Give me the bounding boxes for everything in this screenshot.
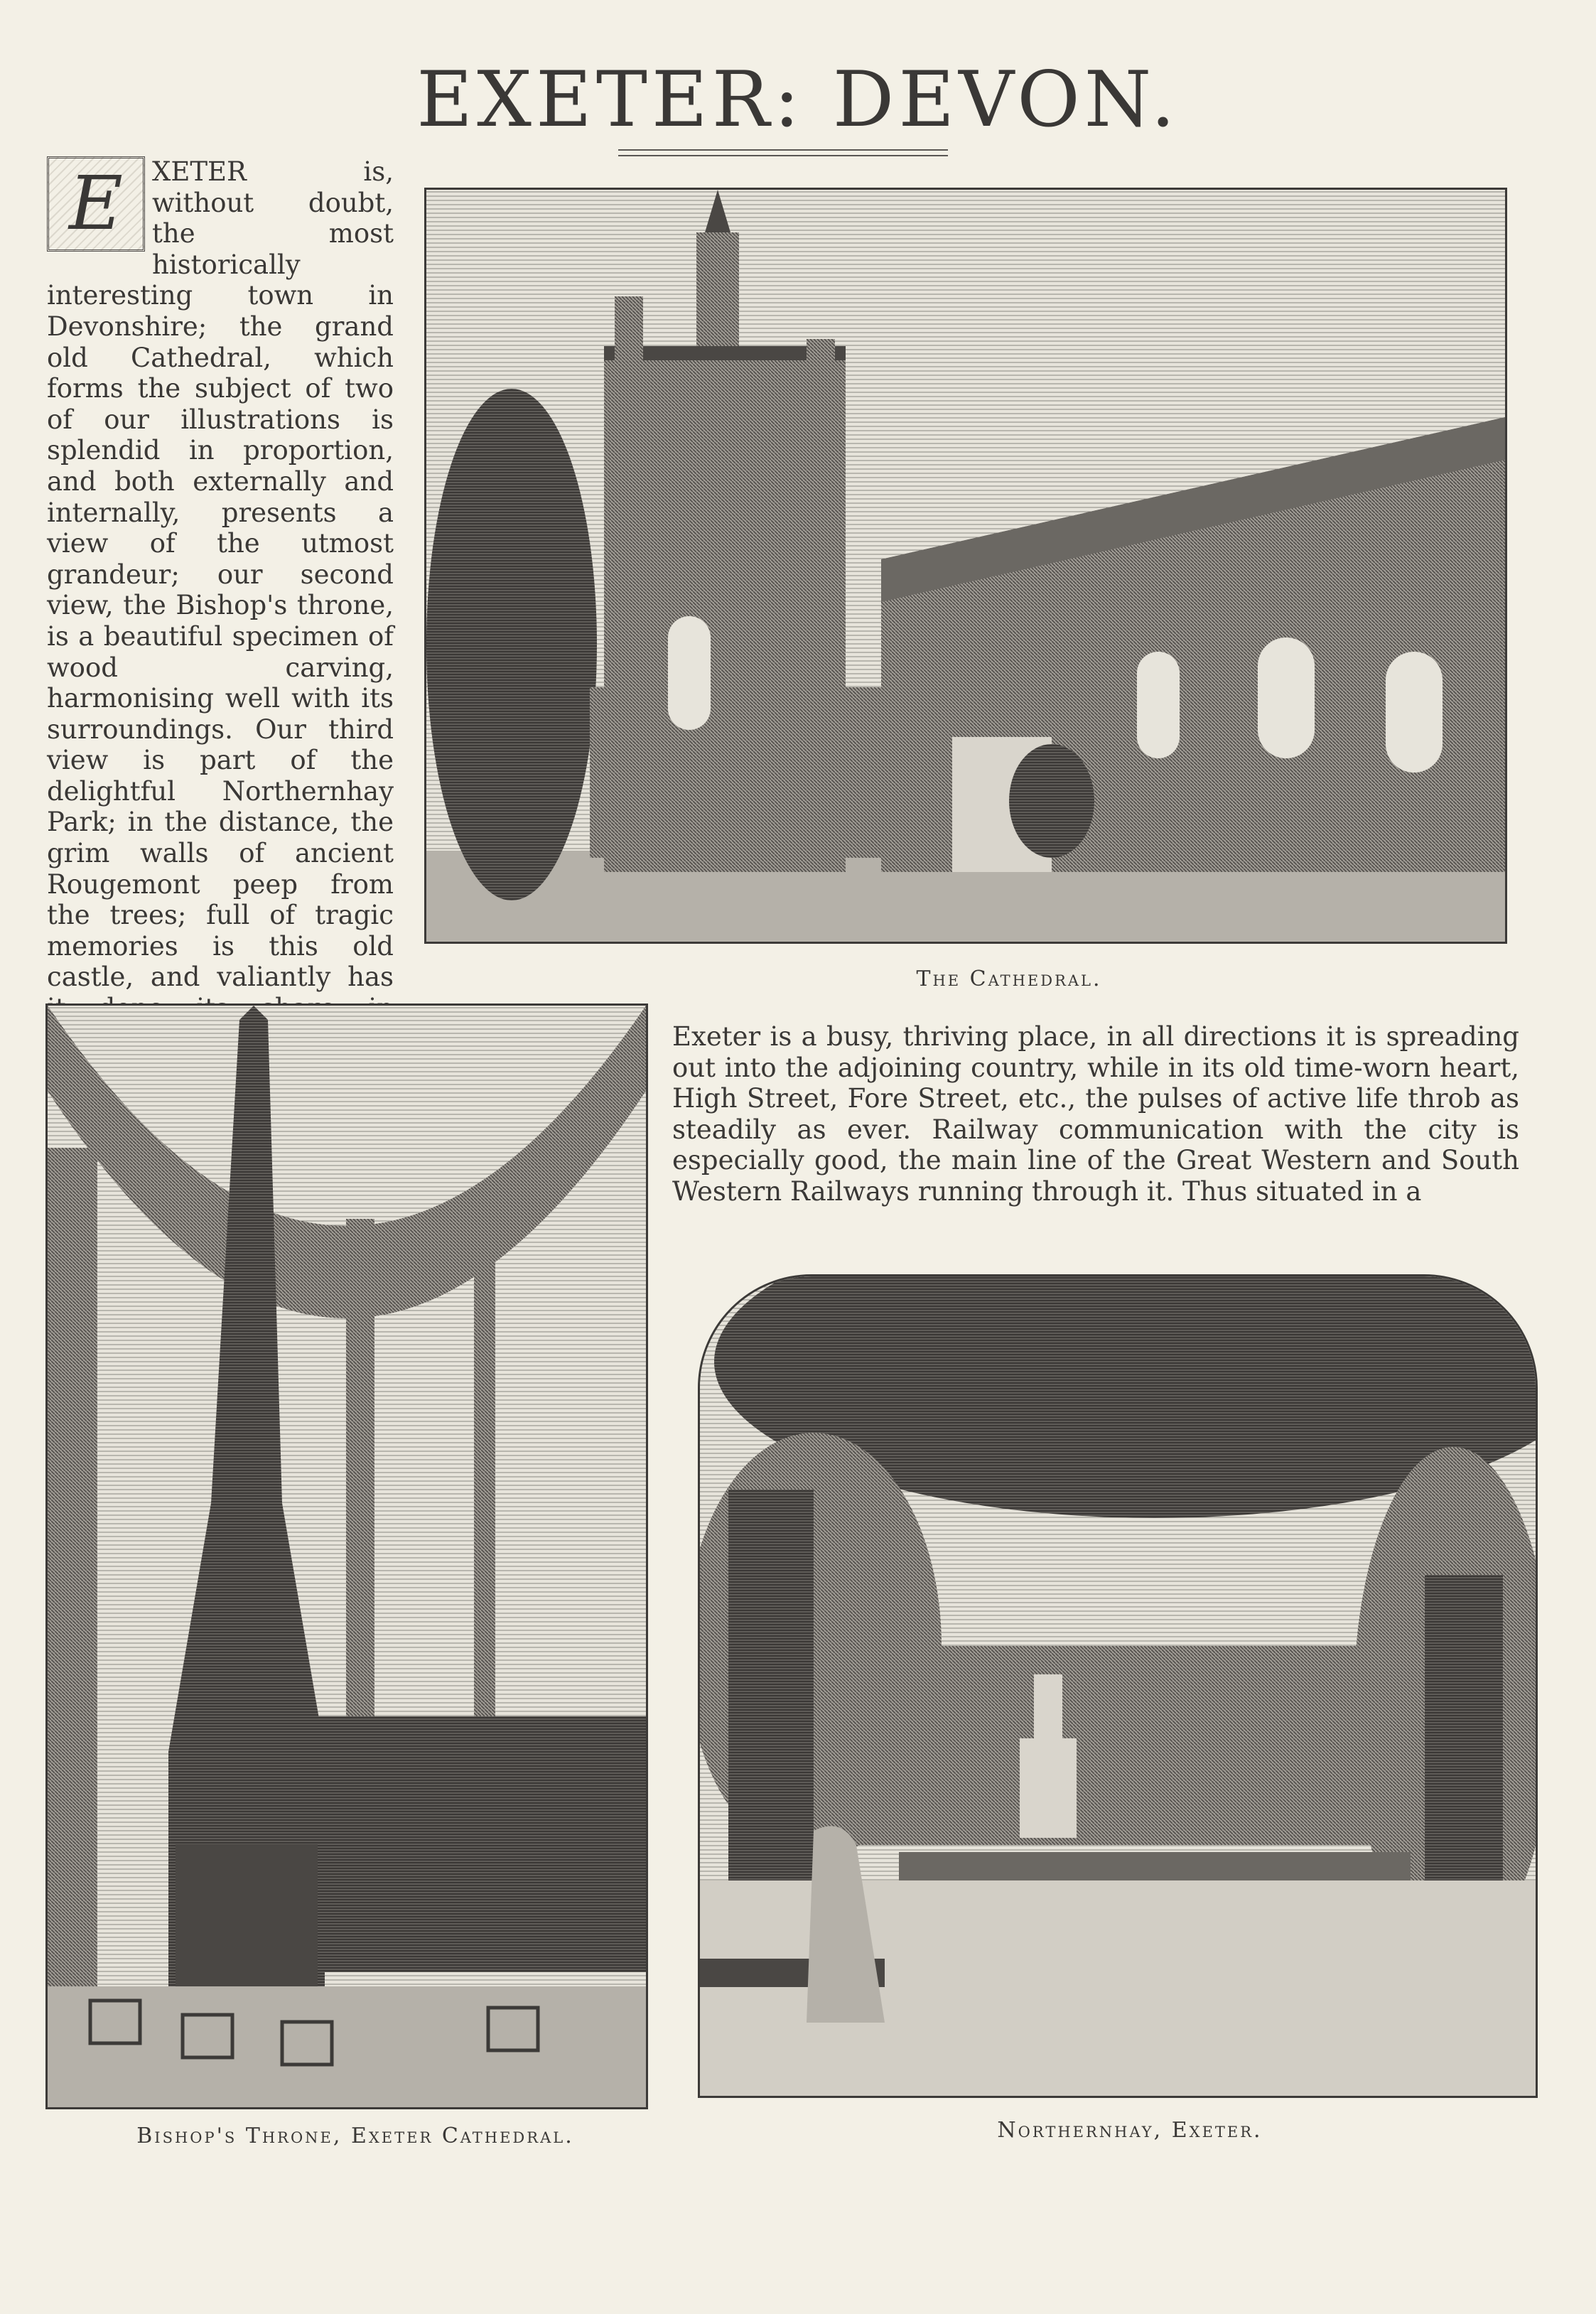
title-rule: [618, 149, 948, 156]
intro-paragraph: [47, 156, 394, 1086]
park-illustration: [698, 1274, 1538, 2098]
drop-cap: E: [47, 156, 145, 252]
park-caption: Northernhay, Exeter.: [997, 2118, 1263, 2143]
continuation-paragraph: Exeter is a busy, thriving place, in all directions it is spreading out into the adjoining country, while in its old time-worn heart, High Street, Fore Street, etc., the pulses of active life throb as steadily as ever. Railway communication with the city is especially good, the main line of the Great Western and South Western Railways running through it. Thus situated in a: [672, 1021, 1519, 1207]
throne-caption: Bishop's Throne, Exeter Cathedral.: [136, 2124, 574, 2148]
throne-illustration: [45, 1003, 648, 2109]
page-title: EXETER: DEVON.: [416, 55, 1180, 144]
intro-text: XETER is, without doubt, the most historically interesting town in Devonshire; the grand old Cathedral, which forms the subject of two of our illustrations is splendid in proportion, and both externally and internally, presents a view of the utmost grandeur; our second view, the Bishop's throne, is a beautiful specimen of wood carving, harmonising well with its surroundings. Our third view is part of the delightful Northernhay Park; in the distance, the grim walls of ancient Rougemont peep from the trees; full of tragic memories is this old castle, and valiantly has: [47, 156, 394, 993]
cathedral-caption: The Cathedral.: [916, 967, 1102, 991]
cathedral-illustration: [424, 188, 1507, 944]
